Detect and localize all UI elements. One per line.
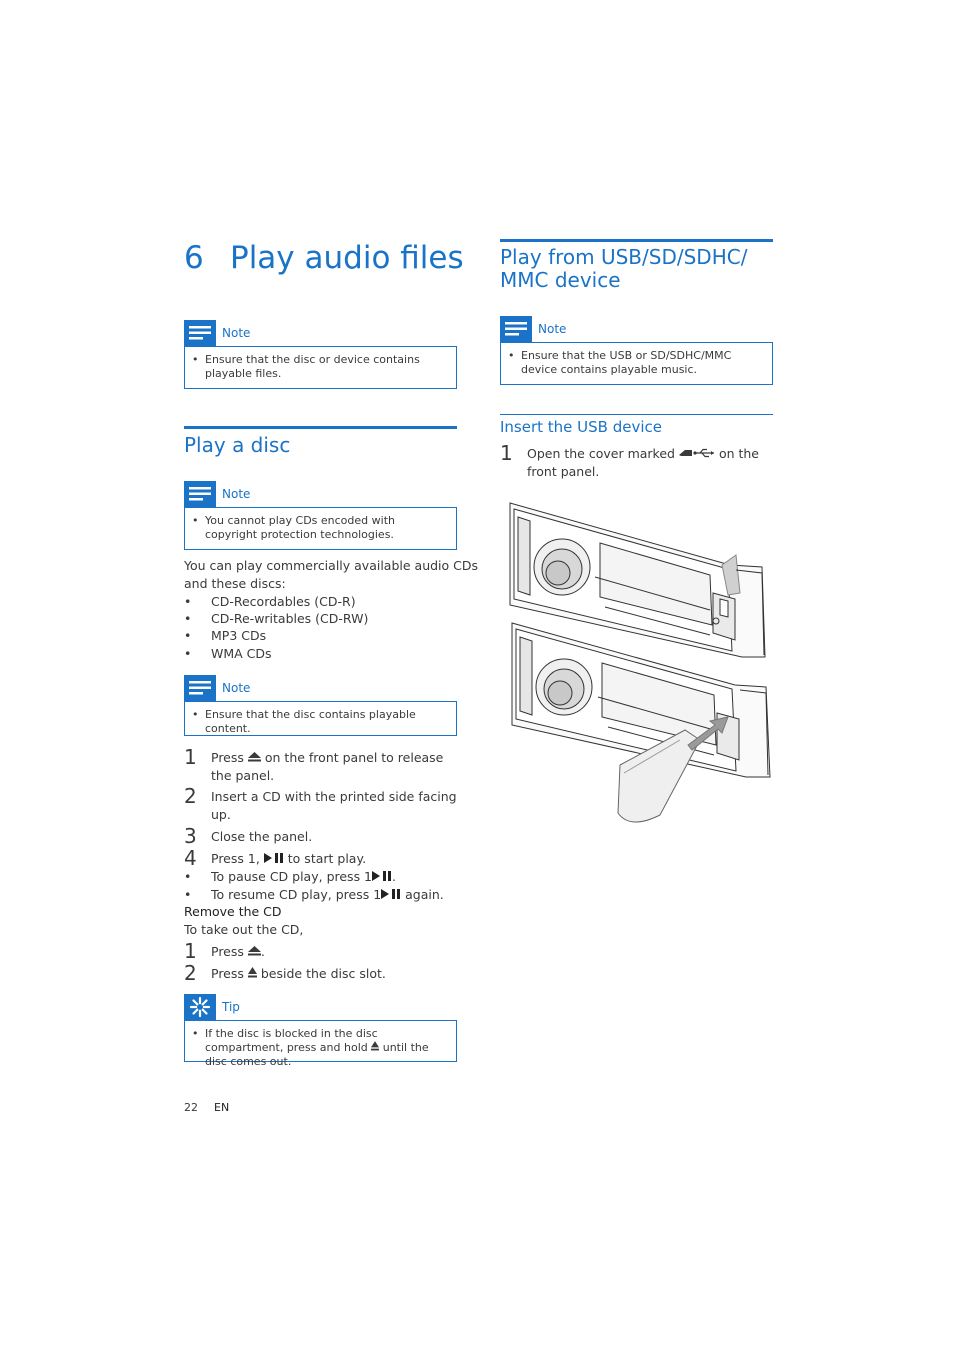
language-code: EN: [214, 1101, 230, 1114]
eject-icon: [371, 1041, 379, 1051]
subsection-title-insert-usb: Insert the USB device: [500, 414, 773, 436]
page-number: 22: [184, 1101, 198, 1114]
note-label: Note: [222, 487, 251, 501]
note-icon: [184, 481, 216, 507]
chapter-title-text: Play audio files: [230, 240, 464, 276]
note-icon: [184, 675, 216, 701]
play-pause-icon: [372, 871, 392, 881]
open-panel-icon: [248, 752, 261, 762]
note-label: Note: [222, 681, 251, 695]
play-pause-icon: [381, 889, 401, 899]
eject-icon: [248, 967, 257, 978]
intro-line-1: You can play commercially available audio CDs: [184, 558, 479, 573]
section-title-play-disc: Play a disc: [184, 426, 457, 457]
tip-label: Tip: [222, 1000, 240, 1014]
chapter-title: [184, 240, 464, 276]
note-label: Note: [222, 326, 251, 340]
section-title-usb: Play from USB/SD/SDHC/ MMC device: [500, 239, 773, 292]
note-label: Note: [538, 322, 567, 336]
usb-note: Note • Ensure that the USB or SD/SDHC/MMC device contains playable music.: [500, 316, 773, 385]
intro-line-2: and these discs:: [184, 576, 286, 591]
chapter-note: Note • Ensure that the disc or device contains playable files.: [184, 320, 457, 389]
sd-usb-icon: [679, 448, 715, 458]
disc-note-1: Note • You cannot play CDs encoded with copyright protection technologies.: [184, 481, 457, 550]
open-panel-icon: [248, 946, 261, 956]
tip-box: Tip • If the disc is blocked in the disc compartment, press and hold until the disc comes out.: [184, 994, 457, 1062]
play-pause-icon: [264, 853, 284, 863]
note-icon: [500, 316, 532, 342]
remove-heading: Remove the CD: [184, 904, 282, 919]
remove-intro: To take out the CD,: [184, 922, 304, 937]
note-text: Ensure that the USB or SD/SDHC/MMC device contains playable music.: [521, 349, 732, 376]
car-stereo-illustration: [500, 495, 775, 830]
note-text: Ensure that the disc contains playable content.: [205, 708, 416, 735]
tip-icon: [184, 994, 216, 1020]
note-text: Ensure that the disc or device contains playable files.: [205, 353, 420, 380]
chapter-number: 6: [184, 240, 204, 276]
note-text: You cannot play CDs encoded with copyright protection technologies.: [205, 514, 395, 541]
note-icon: [184, 320, 216, 346]
disc-note-2: Note • Ensure that the disc contains playable content.: [184, 675, 457, 736]
tip-text: If the disc is blocked in the disc compartment, press and hold until the disc comes out.: [205, 1027, 429, 1068]
